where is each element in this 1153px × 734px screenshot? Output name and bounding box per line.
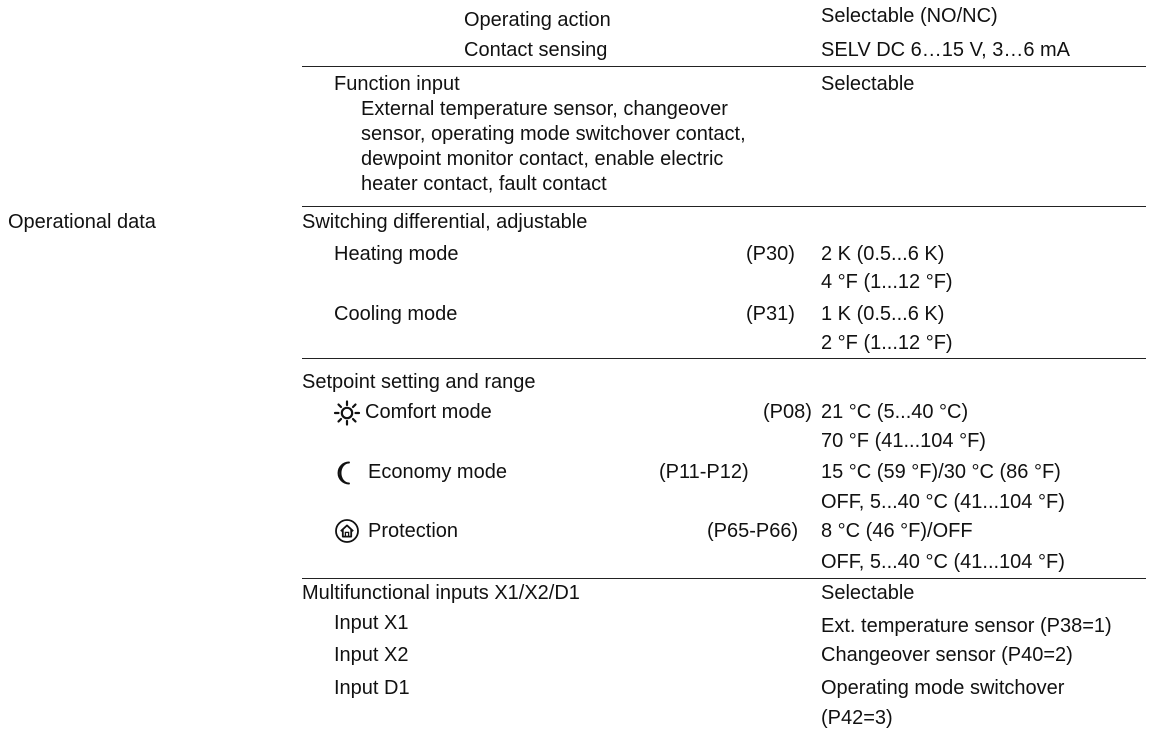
input-x1-label: Input X1 — [334, 612, 409, 634]
comfort-mode-value-fahrenheit: 70 °F (41...104 °F) — [821, 430, 986, 452]
protection-label: Protection — [368, 520, 459, 542]
function-input-heading: Function input — [334, 73, 460, 95]
comfort-mode-param: (P08) — [763, 401, 812, 423]
function-input-description-line: External temperature sensor, changeover — [361, 98, 728, 120]
economy-mode-label: Economy mode — [368, 461, 507, 483]
economy-mode-value-range: OFF, 5...40 °C (41...104 °F) — [821, 491, 1065, 513]
input-d1-value: Operating mode switchover — [821, 677, 1065, 699]
contact-sensing-value: SELV DC 6…15 V, 3…6 mA — [821, 39, 1071, 61]
economy-mode-value: 15 °C (59 °F)/30 °C (86 °F) — [821, 461, 1061, 483]
input-x1-value: Ext. temperature sensor (P38=1) — [821, 615, 1112, 637]
input-x2-label: Input X2 — [334, 644, 409, 666]
moon-icon — [334, 460, 356, 486]
cooling-mode-param: (P31) — [746, 303, 795, 325]
comfort-mode-label: Comfort mode — [365, 401, 492, 423]
divider — [302, 578, 1146, 579]
operating-action-value: Selectable (NO/NC) — [821, 5, 998, 27]
heating-mode-value-fahrenheit: 4 °F (1...12 °F) — [821, 271, 953, 293]
setpoint-heading: Setpoint setting and range — [302, 371, 536, 393]
function-input-value: Selectable — [821, 73, 915, 95]
divider — [302, 206, 1146, 207]
protection-param: (P65-P66) — [707, 520, 799, 542]
economy-mode-param: (P11-P12) — [659, 461, 749, 483]
cooling-mode-value-fahrenheit: 2 °F (1...12 °F) — [821, 332, 953, 354]
function-input-description-line: heater contact, fault contact — [361, 173, 607, 195]
contact-sensing-label: Contact sensing — [464, 39, 608, 61]
input-d1-label: Input D1 — [334, 677, 410, 699]
heating-mode-value-celsius: 2 K (0.5...6 K) — [821, 243, 945, 265]
cooling-mode-label: Cooling mode — [334, 303, 458, 325]
protection-value-range: OFF, 5...40 °C (41...104 °F) — [821, 551, 1065, 573]
input-d1-value-param: (P42=3) — [821, 707, 893, 729]
function-input-description-line: sensor, operating mode switchover contact, — [361, 123, 746, 145]
cooling-mode-value-celsius: 1 K (0.5...6 K) — [821, 303, 945, 325]
sun-icon — [333, 400, 361, 426]
input-x2-value: Changeover sensor (P40=2) — [821, 644, 1073, 666]
heating-mode-label: Heating mode — [334, 243, 459, 265]
section-label-operational-data: Operational data — [8, 211, 156, 233]
switching-differential-heading: Switching differential, adjustable — [302, 211, 588, 233]
comfort-mode-value: 21 °C (5...40 °C) — [821, 401, 969, 423]
function-input-description-line: dewpoint monitor contact, enable electric — [361, 148, 724, 170]
house-protection-icon — [334, 518, 360, 544]
heating-mode-param: (P30) — [746, 243, 795, 265]
operating-action-label: Operating action — [464, 9, 611, 31]
divider — [302, 66, 1146, 67]
multifunctional-inputs-value: Selectable — [821, 582, 915, 604]
divider — [302, 358, 1146, 359]
protection-value: 8 °C (46 °F)/OFF — [821, 520, 973, 542]
multifunctional-inputs-heading: Multifunctional inputs X1/X2/D1 — [302, 582, 580, 604]
